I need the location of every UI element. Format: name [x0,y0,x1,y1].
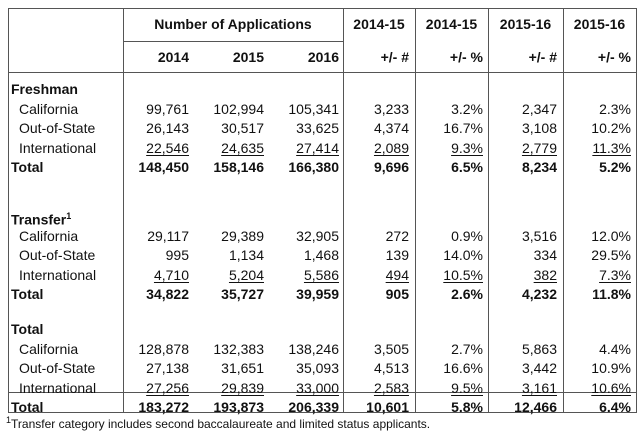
table-cell: 3.2% [451,101,483,117]
section-title [11,321,43,338]
row-label: California [19,228,79,244]
row-label: International [19,380,97,396]
table-cell: 33,000 [296,380,339,396]
table-cell: 382 [533,267,557,283]
row-label: Out-of-State [19,247,96,263]
header-change-period: 2014-15 [353,16,405,32]
header-change-period: 2015-16 [499,16,552,32]
table-cell: 2,089 [373,140,409,156]
header-year: 2015 [232,49,264,65]
footnote-mark: 1 [6,415,12,425]
table-cell: 12.0% [591,228,631,244]
table-cell: 334 [533,247,557,263]
row-label: International [19,140,97,156]
table-cell: 31,651 [221,360,264,376]
table-cell: 0.9% [451,228,483,244]
table-cell: 29,389 [221,228,264,244]
table-cell: 4.4% [599,341,631,357]
table-cell: 29,839 [221,380,264,396]
header-change-period: 2015-16 [573,16,626,32]
table-cell: 995 [165,247,189,263]
table-cell: 2.6% [451,286,483,302]
row-label: California [19,101,79,117]
table-cell: 5,586 [303,267,339,283]
footnote [6,413,430,432]
table-cell: 193,873 [213,399,264,415]
row-label: Out-of-State [19,120,96,136]
table-cell: 132,383 [213,341,264,357]
total-row-label: Total [11,399,44,415]
footnote-ref: 1 [66,211,72,221]
table-cell: 4,374 [373,120,409,136]
table-cell: 148,450 [138,159,189,175]
table-cell: 33,625 [296,120,339,136]
table-cell: 8,234 [521,159,557,175]
table-cell: 272 [385,228,409,244]
table-cell: 10.2% [591,120,631,136]
table-cell: 2.3% [599,101,631,117]
header-change-type: +/- # [380,49,409,65]
footnote-text: Transfer category includes second baccalaureate and limited status applicants. [11,417,431,431]
table-cell: 5,863 [521,341,557,357]
table-cell: 12,466 [514,399,557,415]
table-cell: 5.8% [451,399,483,415]
table-cell: 9,696 [373,159,409,175]
row-label: Out-of-State [19,360,96,376]
table-cell: 1,468 [303,247,339,263]
table-cell: 29,117 [147,228,189,244]
table-cell: 128,878 [138,341,189,357]
table-cell: 102,994 [213,101,264,117]
table-cell: 3,161 [521,380,557,396]
table-cell: 11.8% [592,286,631,302]
table-cell: 35,727 [221,286,264,302]
table-cell: 2,583 [373,380,409,396]
table-cell: 1,134 [228,247,264,263]
table-cell: 6.5% [451,159,483,175]
table-cell: 5.2% [599,159,631,175]
table-cell: 5,204 [228,267,264,283]
table-cell: 4,513 [373,360,409,376]
row-label: International [19,267,97,283]
table-cell: 9.5% [451,380,483,396]
section-title-text: Total [11,321,44,337]
table-cell: 27,414 [296,140,339,156]
table-cell: 30,517 [221,120,264,136]
section-title [11,208,71,229]
section-title-text: Transfer [11,211,67,228]
header-group-label: Number of Applications [154,16,312,32]
table-cell: 3,233 [373,101,409,117]
divider [123,41,343,42]
table-cell: 34,822 [146,286,189,302]
table-cell: 3,442 [521,360,557,376]
table-cell: 9.3% [451,140,483,156]
table-cell: 3,516 [521,228,557,244]
table-cell: 26,143 [146,120,189,136]
table-cell: 16.7% [443,120,483,136]
table-cell: 183,272 [138,399,189,415]
table-cell: 105,341 [288,101,339,117]
table-cell: 4,232 [521,286,557,302]
table-cell: 138,246 [288,341,339,357]
section-title [11,81,78,98]
table-cell: 35,093 [296,360,339,376]
table-cell: 27,138 [146,360,189,376]
table-cell: 29.5% [591,247,631,263]
table-cell: 3,108 [521,120,557,136]
table-cell: 27,256 [146,380,189,396]
header-change-type: +/- % [449,49,483,65]
table-cell: 905 [385,286,409,302]
applications-table [8,8,637,413]
table-cell: 2,779 [521,140,557,156]
table-cell: 4,710 [153,267,189,283]
table-cell: 158,146 [213,159,264,175]
table-cell: 494 [385,267,409,283]
table-cell: 10.5% [443,267,483,283]
table-cell: 10.9% [591,360,631,376]
table-cell: 11.3% [592,140,631,156]
table-cell: 10.6% [591,380,631,396]
table-cell: 166,380 [288,159,339,175]
table-cell: 22,546 [146,140,189,156]
table-cell: 7.3% [599,267,631,283]
header-change-period: 2014-15 [425,16,478,32]
total-row-label: Total [11,159,44,175]
divider [9,72,636,73]
total-row-label: Total [11,286,44,302]
header-change-type: +/- # [528,49,557,65]
table-cell: 2.7% [451,341,483,357]
section-title-text: Freshman [11,81,78,97]
header-year: 2014 [157,49,189,65]
table-cell: 14.0% [443,247,483,263]
table-cell: 206,339 [288,399,339,415]
row-label: California [19,341,79,357]
table-cell: 24,635 [221,140,264,156]
table-cell: 2,347 [521,101,557,117]
table-cell: 39,959 [296,286,339,302]
table-cell: 6.4% [599,399,631,415]
table-cell: 139 [385,247,409,263]
header-change-type: +/- % [597,49,631,65]
table-cell: 3,505 [373,341,409,357]
table-cell: 32,905 [296,228,339,244]
table-cell: 16.6% [443,360,483,376]
header-year: 2016 [307,49,339,65]
table-cell: 10,601 [366,399,409,415]
table-cell: 99,761 [146,101,189,117]
